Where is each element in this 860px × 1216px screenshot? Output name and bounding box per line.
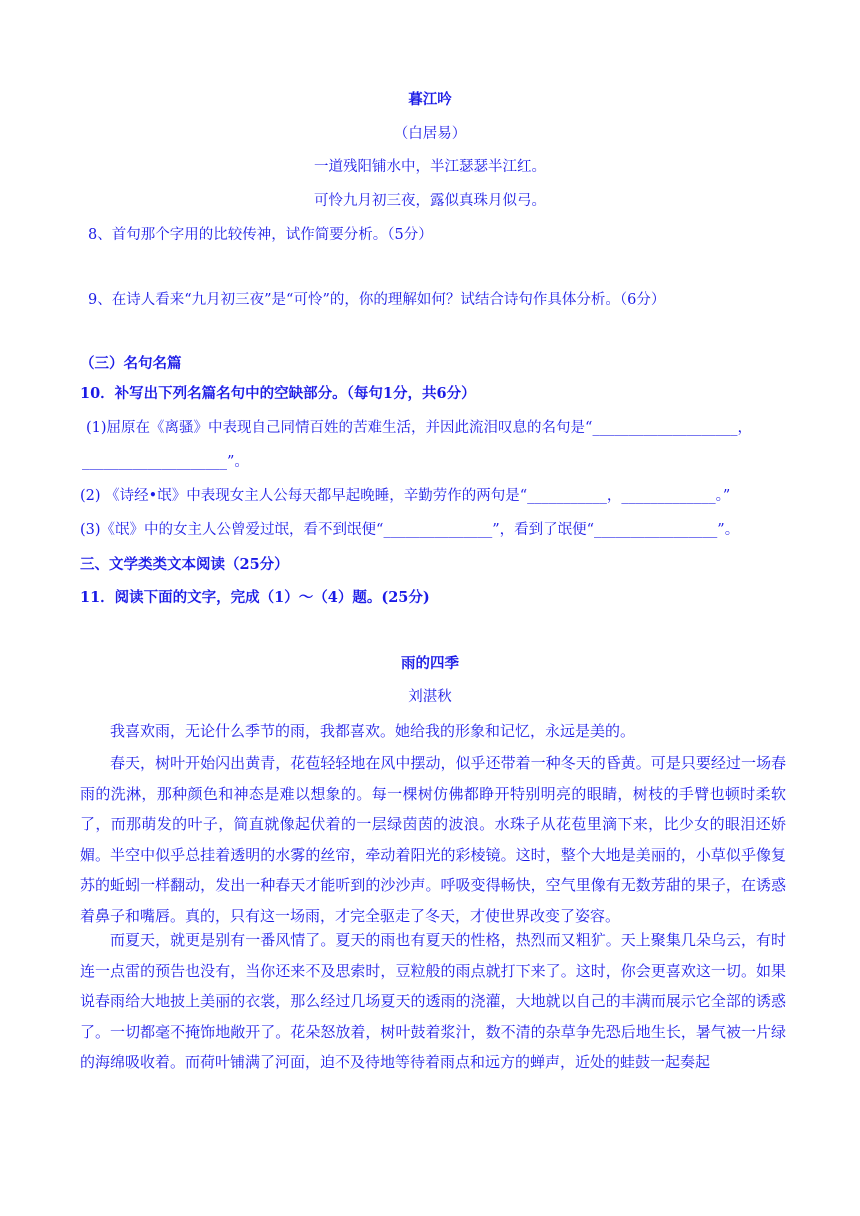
question-10: 10．补写出下列名篇名句中的空缺部分。（每句1分，共6分） — [80, 385, 476, 402]
essay-author: 刘湛秋 — [408, 689, 452, 705]
essay-paragraph: 春天，树叶开始闪出黄青，花苞轻轻地在风中摆动，似乎还带着一种冬天的昏黄。可是只要经过一场春雨的洗淋，那种颜色和神态是难以想象的。每一棵树仿佛都睁开特别明亮的眼睛，树枝的手臂也顿时柔软了，而那萌发的叶子，简直就像起伏着的一层绿茵茵的波浪。水珠子从花苞里滴下来，比少女的眼泪还娇媚。半空中似乎总挂着透明的水雾的丝帘，牵动着阳光的彩棱镜。这时，整个大地是美丽的，小草似乎像复苏的蚯蚓一样翻动，发出一种春天才能听到的沙沙声。呼吸变得畅快，空气里像有无数芳甜的果子，在诱惑着鼻子和嘴唇。真的，只有这一场雨，才完全驱走了冬天，才使世界改变了姿容。 — [80, 754, 786, 925]
poem-author: （白居易） — [393, 126, 467, 142]
section-famous-heading: （三）名句名篇 — [80, 355, 182, 372]
essay-paragraph: 我喜欢雨，无论什么季节的雨，我都喜欢。她给我的形象和记忆，永远是美的。 — [110, 722, 636, 740]
poem-line-2: 可怜九月初三夜，露似真珠月似弓。 — [314, 193, 546, 209]
question-11: 11．阅读下面的文字，完成（1）～（4）题。(25分) — [80, 589, 430, 606]
fill-item-2: (2) 《诗经•氓》中表现女主人公每天都早起晚睡，辛勤劳作的两句是“___________，_____________。” — [80, 488, 731, 504]
poem-line-1: 一道残阳铺水中，半江瑟瑟半江红。 — [314, 159, 546, 175]
poem-title: 暮江吟 — [408, 91, 452, 108]
fill-item-3: (3)《氓》中的女主人公曾爱过氓，看不到氓便“_______________”，看到了氓便“_________________”。 — [80, 522, 740, 538]
question-8: 8、首句那个字用的比较传神，试作简要分析。（5分） — [88, 227, 433, 243]
fill-item-1a: (1)屈原在《离骚》中表现自己同情百姓的苦难生活，并因此流泪叹息的名句是“____________________， — [86, 420, 752, 436]
essay-title: 雨的四季 — [401, 655, 459, 672]
section-literature-heading: 三、文学类类文本阅读（25分） — [80, 556, 289, 573]
fill-item-1b: ____________________”。 — [82, 454, 249, 470]
essay-paragraph: 而夏天，就更是别有一番风情了。夏天的雨也有夏天的性格，热烈而又粗犷。天上聚集几朵乌云，有时连一点雷的预告也没有，当你还来不及思索时，豆粒般的雨点就打下来了。这时，你会更喜欢这一切。如果说春雨给大地披上美丽的衣裳，那么经过几场夏天的透雨的浇灌，大地就以自己的丰满而展示它全部的诱惑了。一切都毫不掩饰地敞开了。花朵怒放着，树叶鼓着浆汁，数不清的杂草争先恐后地生长，暑气被一片绿的海绵吸收着。而荷叶铺满了河面，迫不及待地等待着雨点和远方的蝉声，近处的蛙鼓一起奏起 — [80, 931, 786, 1071]
question-9: 9、在诗人看来“九月初三夜”是“可怜”的，你的理解如何？试结合诗句作具体分析。（6分） — [88, 292, 666, 308]
